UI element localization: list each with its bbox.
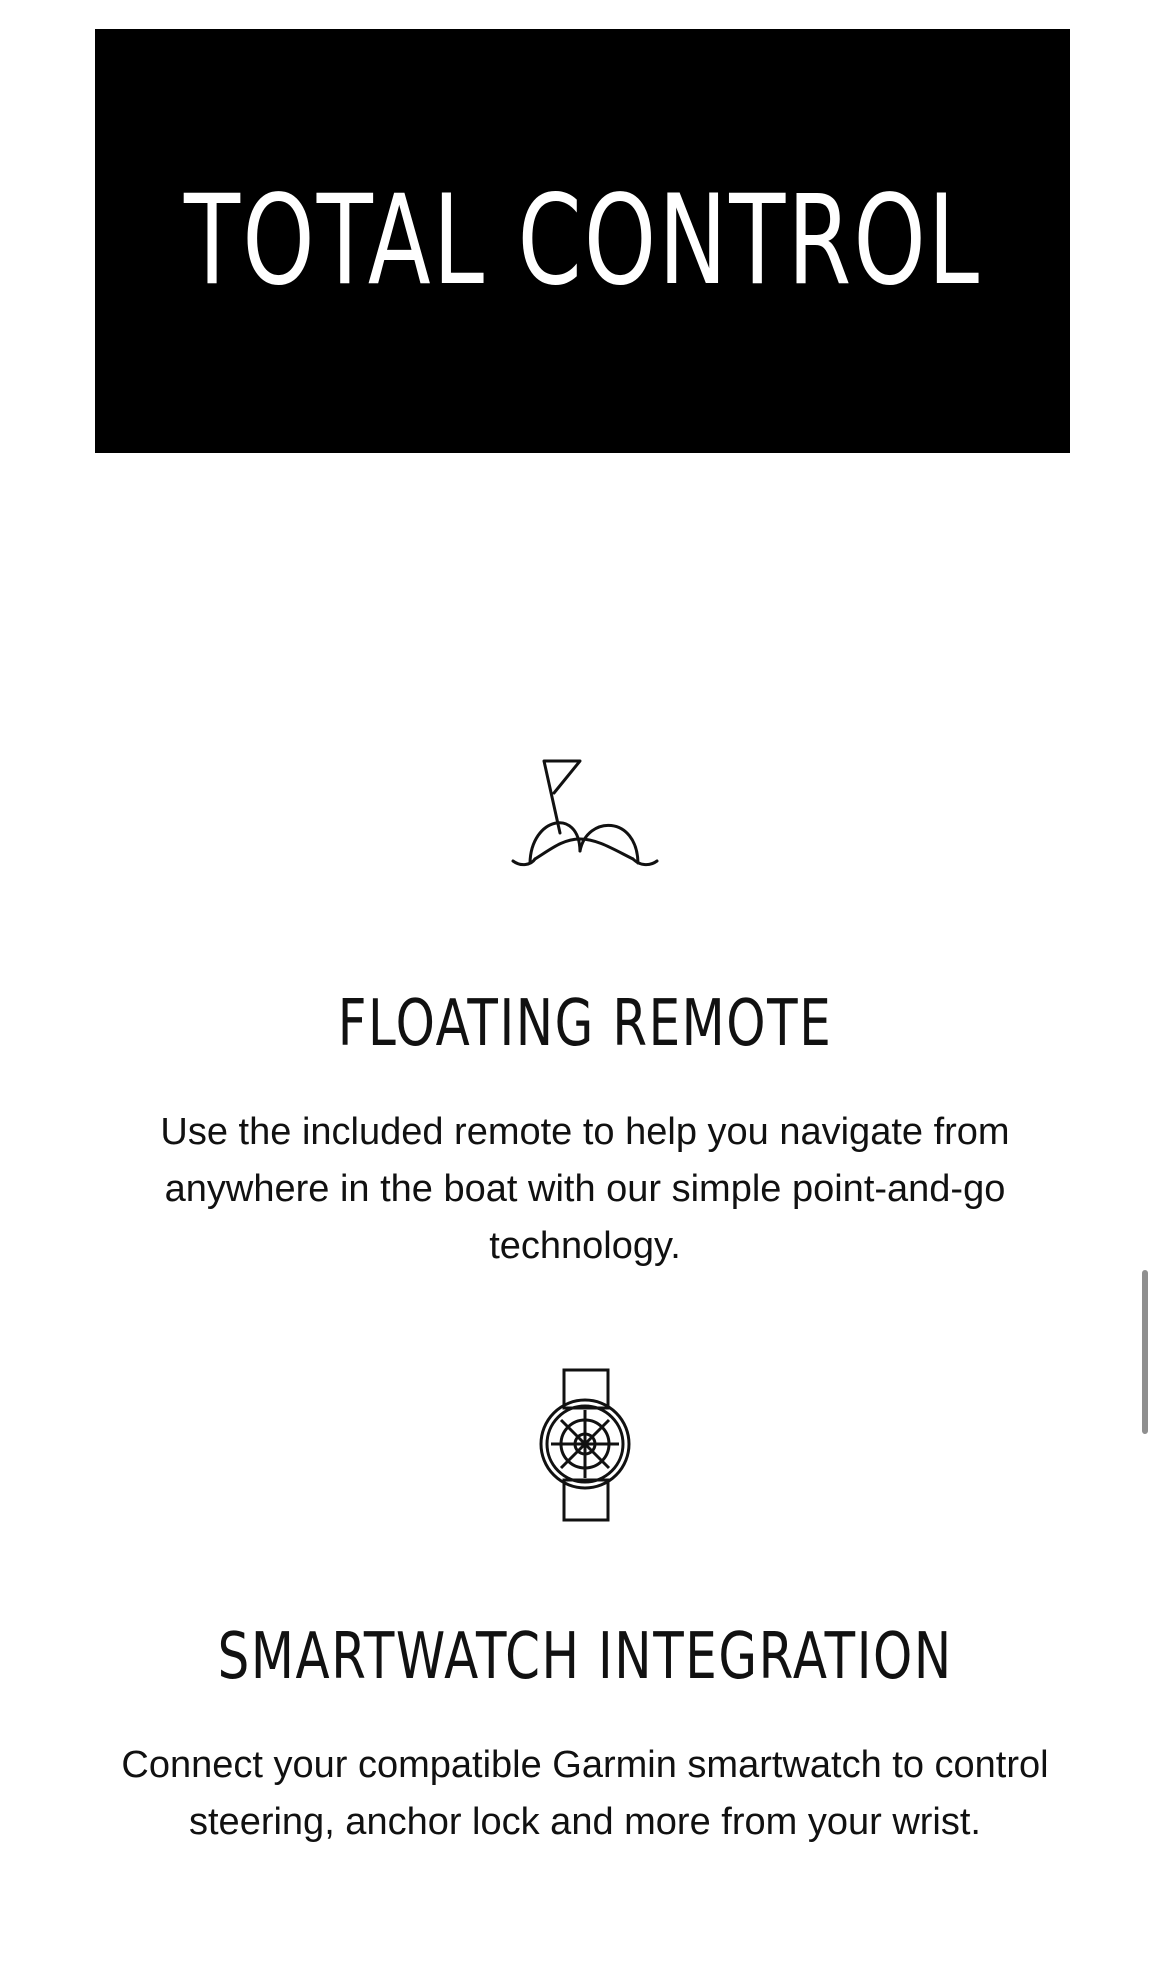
hero-title: TOTAL CONTROL <box>183 169 982 313</box>
smartwatch-integration-description: Connect your compatible Garmin smartwatch to control steering, anchor lock and more from your wrist. <box>121 1744 1049 1843</box>
floating-remote-description: Use the included remote to help you navigate from anywhere in the boat with our simple point-and-go technology. <box>160 1111 1010 1267</box>
floating-buoy-icon <box>0 755 1170 871</box>
scrollbar-thumb[interactable] <box>1142 1270 1148 1434</box>
floating-remote-title: FLOATING REMOTE <box>337 987 833 1061</box>
smartwatch-helm-icon <box>0 1368 1170 1522</box>
smartwatch-integration-title: SMARTWATCH INTEGRATION <box>217 1620 953 1694</box>
hero-banner <box>95 29 1070 453</box>
